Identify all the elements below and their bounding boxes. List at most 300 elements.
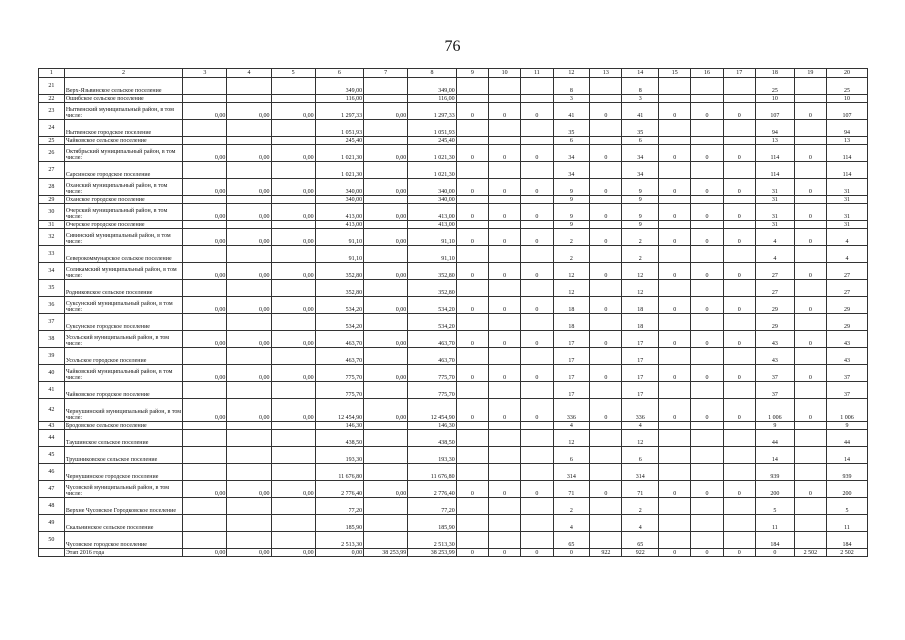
table-row (39, 137, 868, 145)
table-cell: 25 (827, 78, 868, 95)
table-cell: 71 (622, 481, 659, 498)
table-cell (723, 196, 755, 204)
table-cell (691, 314, 723, 331)
table-cell: 6 (622, 137, 659, 145)
row-number: 50 (39, 532, 65, 549)
table-cell (183, 430, 227, 447)
column-header: 20 (827, 69, 868, 78)
table-cell: 0 (659, 145, 691, 162)
table-cell: 116,00 (315, 95, 363, 103)
table-cell (183, 162, 227, 179)
table-cell (521, 498, 553, 515)
table-cell: 463,70 (315, 331, 363, 348)
table-cell: 11 (755, 515, 794, 532)
table-row (39, 422, 868, 430)
table-cell (659, 515, 691, 532)
table-cell: 0 (590, 103, 622, 120)
table-cell: 43 (755, 331, 794, 348)
table-row (39, 120, 868, 137)
table-cell: 8 (553, 78, 590, 95)
table-cell (723, 532, 755, 549)
table-cell (659, 78, 691, 95)
table-cell: 0 (659, 549, 691, 557)
table-cell: 0 (488, 297, 520, 314)
table-cell (271, 314, 315, 331)
table-cell: 9 (622, 179, 659, 196)
table-cell: 0 (590, 263, 622, 280)
table-cell: 0 (488, 549, 520, 557)
table-cell (456, 120, 488, 137)
table-cell: 8 (622, 78, 659, 95)
table-cell (488, 464, 520, 481)
table-cell (590, 422, 622, 430)
table-cell: 0 (488, 179, 520, 196)
table-cell: 413,00 (408, 204, 456, 221)
table-cell (590, 498, 622, 515)
row-number: 31 (39, 221, 65, 229)
table-cell: 43 (755, 348, 794, 365)
table-cell: 0,00 (227, 103, 271, 120)
table-cell (691, 221, 723, 229)
table-cell: 27 (755, 263, 794, 280)
table-cell (521, 196, 553, 204)
table-cell (521, 515, 553, 532)
table-cell (691, 422, 723, 430)
table-cell: 185,90 (408, 515, 456, 532)
table-row (39, 532, 868, 549)
table-cell (183, 137, 227, 145)
table-cell (691, 137, 723, 145)
column-header: 15 (659, 69, 691, 78)
column-header: 10 (488, 69, 520, 78)
table-cell (794, 78, 826, 95)
column-header: 8 (408, 69, 456, 78)
table-cell: 1 021,30 (408, 145, 456, 162)
table-cell: 0,00 (271, 145, 315, 162)
table-cell: 34 (622, 145, 659, 162)
table-cell: 9 (553, 204, 590, 221)
table-cell: 34 (553, 145, 590, 162)
table-row (39, 179, 868, 196)
row-number: 24 (39, 120, 65, 137)
table-cell: 11 676,80 (315, 464, 363, 481)
table-cell: 939 (827, 464, 868, 481)
table-cell: 0 (794, 365, 826, 382)
table-cell: 34 (622, 162, 659, 179)
table-cell: 0 (723, 229, 755, 246)
table-cell (794, 515, 826, 532)
table-row (39, 515, 868, 532)
table-cell: 0,00 (227, 145, 271, 162)
table-cell: 0 (456, 145, 488, 162)
table-cell: 2 513,30 (315, 532, 363, 549)
table-cell (488, 137, 520, 145)
table-cell: 0 (488, 365, 520, 382)
table-cell (227, 137, 271, 145)
table-cell: 12 (553, 280, 590, 297)
table-cell: 349,00 (315, 78, 363, 95)
table-cell (723, 246, 755, 263)
table-cell: 0,00 (364, 145, 408, 162)
table-cell: 114 (755, 145, 794, 162)
table-cell: 4 (755, 246, 794, 263)
table-cell: 775,70 (408, 382, 456, 399)
table-cell: 0 (723, 179, 755, 196)
table-cell: 0,00 (271, 549, 315, 557)
table-cell (659, 498, 691, 515)
table-cell: 2 (622, 246, 659, 263)
table-cell: 0 (794, 399, 826, 422)
table-cell: 0 (691, 145, 723, 162)
table-cell: 0,00 (227, 399, 271, 422)
table-cell (794, 382, 826, 399)
table-cell: 4 (827, 246, 868, 263)
table-cell: 185,90 (315, 515, 363, 532)
table-row (39, 229, 868, 246)
table-cell: 0 (521, 365, 553, 382)
table-cell: 0,00 (271, 297, 315, 314)
table-cell (659, 280, 691, 297)
table-cell (521, 162, 553, 179)
table-cell: 2 (553, 229, 590, 246)
table-cell: 0 (659, 331, 691, 348)
table-cell: 0,00 (364, 103, 408, 120)
table-cell (590, 162, 622, 179)
data-table (38, 68, 868, 557)
table-cell (659, 464, 691, 481)
table-cell: 0,00 (183, 297, 227, 314)
table-cell: 2 776,40 (408, 481, 456, 498)
table-cell: 0 (590, 399, 622, 422)
table-cell: 0 (723, 331, 755, 348)
table-cell (590, 137, 622, 145)
table-cell: 38 253,99 (364, 549, 408, 557)
municipality-name: Нытвенское городское поселение (64, 120, 182, 137)
table-cell: 0,00 (183, 145, 227, 162)
table-row (39, 464, 868, 481)
table-cell (590, 95, 622, 103)
table-cell (364, 221, 408, 229)
table-cell: 413,00 (315, 204, 363, 221)
table-cell (723, 78, 755, 95)
table-cell: 0 (521, 297, 553, 314)
table-cell (521, 314, 553, 331)
table-cell (723, 464, 755, 481)
table-cell: 336 (553, 399, 590, 422)
table-cell: 775,70 (408, 365, 456, 382)
column-header: 6 (315, 69, 363, 78)
table-cell: 0,00 (183, 263, 227, 280)
table-cell (723, 162, 755, 179)
table-cell: 0 (691, 365, 723, 382)
table-row (39, 204, 868, 221)
table-cell: 0 (659, 399, 691, 422)
table-cell: 438,50 (408, 430, 456, 447)
table-cell: 0 (488, 145, 520, 162)
table-cell: 65 (553, 532, 590, 549)
table-row (39, 145, 868, 162)
table-cell: 0,00 (271, 103, 315, 120)
table-cell (227, 532, 271, 549)
table-cell: 43 (827, 348, 868, 365)
table-cell: 922 (622, 549, 659, 557)
table-cell: 2 513,30 (408, 532, 456, 549)
header-row (39, 69, 868, 78)
municipality-name: Северокоммунарское сельское поселение (64, 246, 182, 263)
table-cell (488, 221, 520, 229)
table-cell: 35 (622, 120, 659, 137)
table-cell: 0 (691, 331, 723, 348)
table-cell (364, 120, 408, 137)
table-cell: 0,00 (227, 331, 271, 348)
table-cell (521, 430, 553, 447)
table-row (39, 297, 868, 314)
table-cell: 1 021,30 (408, 162, 456, 179)
table-cell (227, 95, 271, 103)
table-cell: 534,20 (315, 314, 363, 331)
table-cell: 34 (553, 162, 590, 179)
municipality-name: Чайковское сельское поселение (64, 137, 182, 145)
table-cell: 0 (691, 481, 723, 498)
table-cell (183, 464, 227, 481)
table-cell: 29 (755, 314, 794, 331)
table-cell (227, 162, 271, 179)
table-cell: 0 (456, 399, 488, 422)
column-header: 4 (227, 69, 271, 78)
table-cell: 27 (755, 280, 794, 297)
table-cell (521, 464, 553, 481)
table-cell (364, 78, 408, 95)
table-cell: 18 (622, 314, 659, 331)
table-cell: 352,80 (315, 263, 363, 280)
table-cell: 12 454,90 (315, 399, 363, 422)
table-cell (691, 280, 723, 297)
table-cell: 0,00 (227, 297, 271, 314)
table-cell: 91,10 (408, 229, 456, 246)
table-row (39, 221, 868, 229)
table-cell: 340,00 (408, 179, 456, 196)
table-cell (227, 348, 271, 365)
table-cell (364, 280, 408, 297)
row-number: 45 (39, 447, 65, 464)
table-cell (590, 382, 622, 399)
table-cell: 27 (827, 263, 868, 280)
table-cell: 245,40 (408, 137, 456, 145)
table-cell (488, 348, 520, 365)
table-cell (456, 422, 488, 430)
table-cell: 12 (553, 430, 590, 447)
table-cell (659, 348, 691, 365)
table-cell: 0,00 (364, 365, 408, 382)
table-cell: 9 (553, 196, 590, 204)
table-cell (590, 120, 622, 137)
table-cell (691, 447, 723, 464)
table-cell (723, 137, 755, 145)
row-number: 46 (39, 464, 65, 481)
table-cell: 0 (794, 331, 826, 348)
table-cell: 0 (794, 204, 826, 221)
table-cell: 340,00 (315, 196, 363, 204)
table-cell: 18 (622, 297, 659, 314)
table-cell: 29 (827, 314, 868, 331)
table-cell: 17 (553, 331, 590, 348)
table-cell (723, 430, 755, 447)
table-cell: 1 006 (755, 399, 794, 422)
table-cell: 0,00 (227, 179, 271, 196)
table-cell: 12 (622, 263, 659, 280)
row-number: 32 (39, 229, 65, 246)
column-header: 11 (521, 69, 553, 78)
table-cell: 29 (755, 297, 794, 314)
row-number: 22 (39, 95, 65, 103)
table-cell (488, 447, 520, 464)
table-cell: 0,00 (364, 229, 408, 246)
table-cell (456, 515, 488, 532)
table-cell (794, 120, 826, 137)
table-cell: 0 (521, 145, 553, 162)
table-cell (659, 447, 691, 464)
table-cell (590, 464, 622, 481)
table-cell: 0,00 (183, 229, 227, 246)
municipality-name: Таушинское сельское поселение (64, 430, 182, 447)
table-cell: 0 (521, 229, 553, 246)
table-cell (227, 464, 271, 481)
table-cell: 9 (622, 204, 659, 221)
table-row (39, 365, 868, 382)
table-cell: 0 (456, 549, 488, 557)
municipality-name: Чайковский муниципальный район, в том числе: (64, 365, 182, 382)
table-cell (183, 280, 227, 297)
table-cell: 0,00 (364, 179, 408, 196)
table-cell (271, 464, 315, 481)
table-cell: 17 (553, 348, 590, 365)
table-cell (227, 280, 271, 297)
table-cell: 0 (723, 365, 755, 382)
table-cell (691, 348, 723, 365)
table-cell (227, 447, 271, 464)
table-cell (691, 430, 723, 447)
table-cell (364, 382, 408, 399)
table-cell (794, 422, 826, 430)
table-cell: 184 (827, 532, 868, 549)
table-cell (183, 314, 227, 331)
table-cell (794, 532, 826, 549)
table-cell (456, 137, 488, 145)
column-header: 7 (364, 69, 408, 78)
table-cell: 4 (622, 515, 659, 532)
table-cell (488, 532, 520, 549)
table-cell (691, 95, 723, 103)
table-cell (271, 430, 315, 447)
table-cell (691, 498, 723, 515)
column-header: 18 (755, 69, 794, 78)
table-cell: 13 (755, 137, 794, 145)
table-cell (271, 498, 315, 515)
table-cell: 146,30 (315, 422, 363, 430)
table-cell: 107 (755, 103, 794, 120)
municipality-name: Оханское городское поселение (64, 196, 182, 204)
table-cell (521, 120, 553, 137)
table-cell (227, 221, 271, 229)
table-cell (691, 246, 723, 263)
table-cell (364, 447, 408, 464)
table-cell: 77,20 (408, 498, 456, 515)
table-cell (691, 196, 723, 204)
table-cell: 9 (827, 422, 868, 430)
table-cell: 0 (590, 297, 622, 314)
municipality-name: Чусовской муниципальный район, в том числе: (64, 481, 182, 498)
table-cell (659, 221, 691, 229)
table-cell: 17 (622, 348, 659, 365)
row-number: 33 (39, 246, 65, 263)
municipality-name: Чернушинский муниципальный район, в том числе: (64, 399, 182, 422)
table-cell: 0 (691, 204, 723, 221)
table-cell: 0 (659, 481, 691, 498)
column-header: 1 (39, 69, 65, 78)
table-cell: 31 (755, 196, 794, 204)
table-cell: 4 (827, 229, 868, 246)
table-cell (227, 515, 271, 532)
table-cell (691, 120, 723, 137)
table-cell (364, 196, 408, 204)
table-cell: 31 (827, 204, 868, 221)
table-cell (271, 137, 315, 145)
table-cell (488, 422, 520, 430)
table-cell: 1 006 (827, 399, 868, 422)
table-cell (590, 78, 622, 95)
table-cell: 336 (622, 399, 659, 422)
table-cell: 37 (827, 382, 868, 399)
table-cell (723, 280, 755, 297)
table-cell (794, 280, 826, 297)
table-row (39, 399, 868, 422)
table-cell (659, 532, 691, 549)
table-cell: 146,30 (408, 422, 456, 430)
table-cell (521, 95, 553, 103)
table-cell: 0 (590, 204, 622, 221)
table-cell: 17 (553, 382, 590, 399)
table-cell: 114 (827, 162, 868, 179)
table-cell: 0 (659, 365, 691, 382)
total-row (39, 549, 868, 557)
table-cell: 0,00 (183, 179, 227, 196)
table-row (39, 280, 868, 297)
table-cell: 0 (590, 365, 622, 382)
row-number: 21 (39, 78, 65, 95)
municipality-name: Скальнинское сельское поселение (64, 515, 182, 532)
row-number: 39 (39, 348, 65, 365)
table-cell (364, 137, 408, 145)
table-cell: 922 (590, 549, 622, 557)
table-cell (488, 78, 520, 95)
table-cell (590, 196, 622, 204)
table-cell (691, 515, 723, 532)
table-cell: 352,80 (408, 263, 456, 280)
table-row (39, 162, 868, 179)
table-cell: 11 676,80 (408, 464, 456, 481)
table-cell: 0 (456, 229, 488, 246)
table-cell (456, 78, 488, 95)
table-cell: 0 (521, 204, 553, 221)
table-cell (723, 120, 755, 137)
table-cell: 1 021,30 (315, 162, 363, 179)
table-cell (183, 221, 227, 229)
column-header: 12 (553, 69, 590, 78)
table-cell (659, 430, 691, 447)
table-cell: 12 454,90 (408, 399, 456, 422)
table-cell (183, 95, 227, 103)
table-cell: 0,00 (183, 331, 227, 348)
